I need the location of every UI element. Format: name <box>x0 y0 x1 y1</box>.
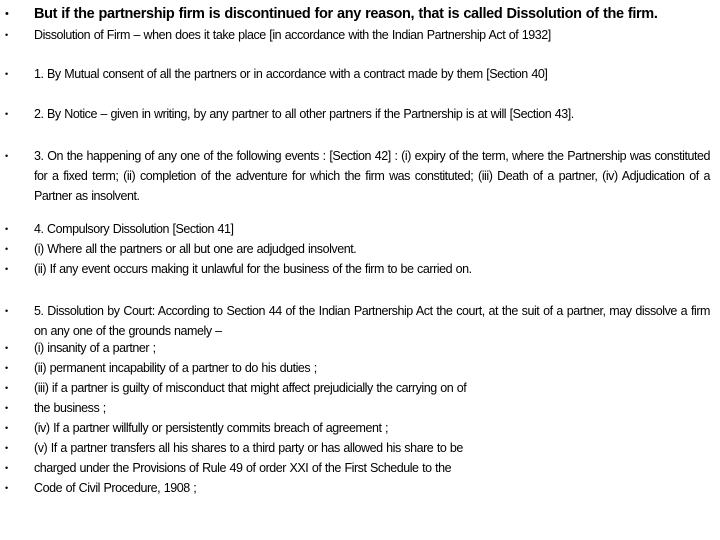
list-item-text: Dissolution of Firm – when does it take place [in accordance with the Indian Partnership Act of 1932] <box>34 28 551 42</box>
list-item-text: the business ; <box>34 401 106 415</box>
bullet-icon: • <box>5 463 9 473</box>
bullet-icon: • <box>5 383 9 393</box>
bullet-icon: • <box>5 443 9 453</box>
list-item-text: (iii) if a partner is guilty of misconduct that might affect prejudicially the carrying on of <box>34 381 467 395</box>
list-item-text: (i) insanity of a partner ; <box>34 341 156 355</box>
list-item-text: 3. On the happening of any one of the following events : [Section 42] : (i) expiry of the term, where the Partnership was constituted for a fixed term; (ii) completion of the adventure for which the firm was constituted; (iii) Death of a partner, (iv) Adjudication of a Partner as insolvent. <box>34 149 710 203</box>
intro-heading: But if the partnership firm is discontinued for any reason, that is called Dissolution of the firm. <box>34 6 658 22</box>
bullet-icon: • <box>5 423 9 433</box>
bullet-icon: • <box>5 30 9 40</box>
bullet-icon: • <box>5 69 9 79</box>
list-item-text: (i) Where all the partners or all but one are adjudged insolvent. <box>34 242 357 256</box>
list-item-text: 5. Dissolution by Court: According to Section 44 of the Indian Partnership Act the court, at the suit of a partner, may dissolve a firm on any one of the grounds namely – <box>34 304 710 338</box>
bullet-icon: • <box>5 224 9 234</box>
bullet-icon: • <box>5 306 9 316</box>
list-item-text: (ii) permanent incapability of a partner to do his duties ; <box>34 361 317 375</box>
bullet-icon: • <box>5 264 9 274</box>
list-item-text: (iv) If a partner willfully or persistently commits breach of agreement ; <box>34 421 389 435</box>
bullet-icon: • <box>5 8 9 20</box>
bullet-icon: • <box>5 363 9 373</box>
bullet-icon: • <box>5 483 9 493</box>
list-item-text: (ii) If any event occurs making it unlawful for the business of the firm to be carried on. <box>34 262 472 276</box>
list-item-text: 2. By Notice – given in writing, by any partner to all other partners if the Partnership is at will [Section 43]. <box>34 107 574 121</box>
bullet-icon: • <box>5 403 9 413</box>
list-item-text: 4. Compulsory Dissolution [Section 41] <box>34 222 234 236</box>
bullet-icon: • <box>5 151 9 161</box>
list-item-text: charged under the Provisions of Rule 49 of order XXI of the First Schedule to the <box>34 461 452 475</box>
list-item-text: 1. By Mutual consent of all the partners or in accordance with a contract made by them [Section 40] <box>34 67 548 81</box>
bullet-icon: • <box>5 244 9 254</box>
list-item-text: (v) If a partner transfers all his shares to a third party or has allowed his share to be <box>34 441 463 455</box>
bullet-icon: • <box>5 109 9 119</box>
list-item-text: Code of Civil Procedure, 1908 ; <box>34 481 197 495</box>
bullet-icon: • <box>5 343 9 353</box>
